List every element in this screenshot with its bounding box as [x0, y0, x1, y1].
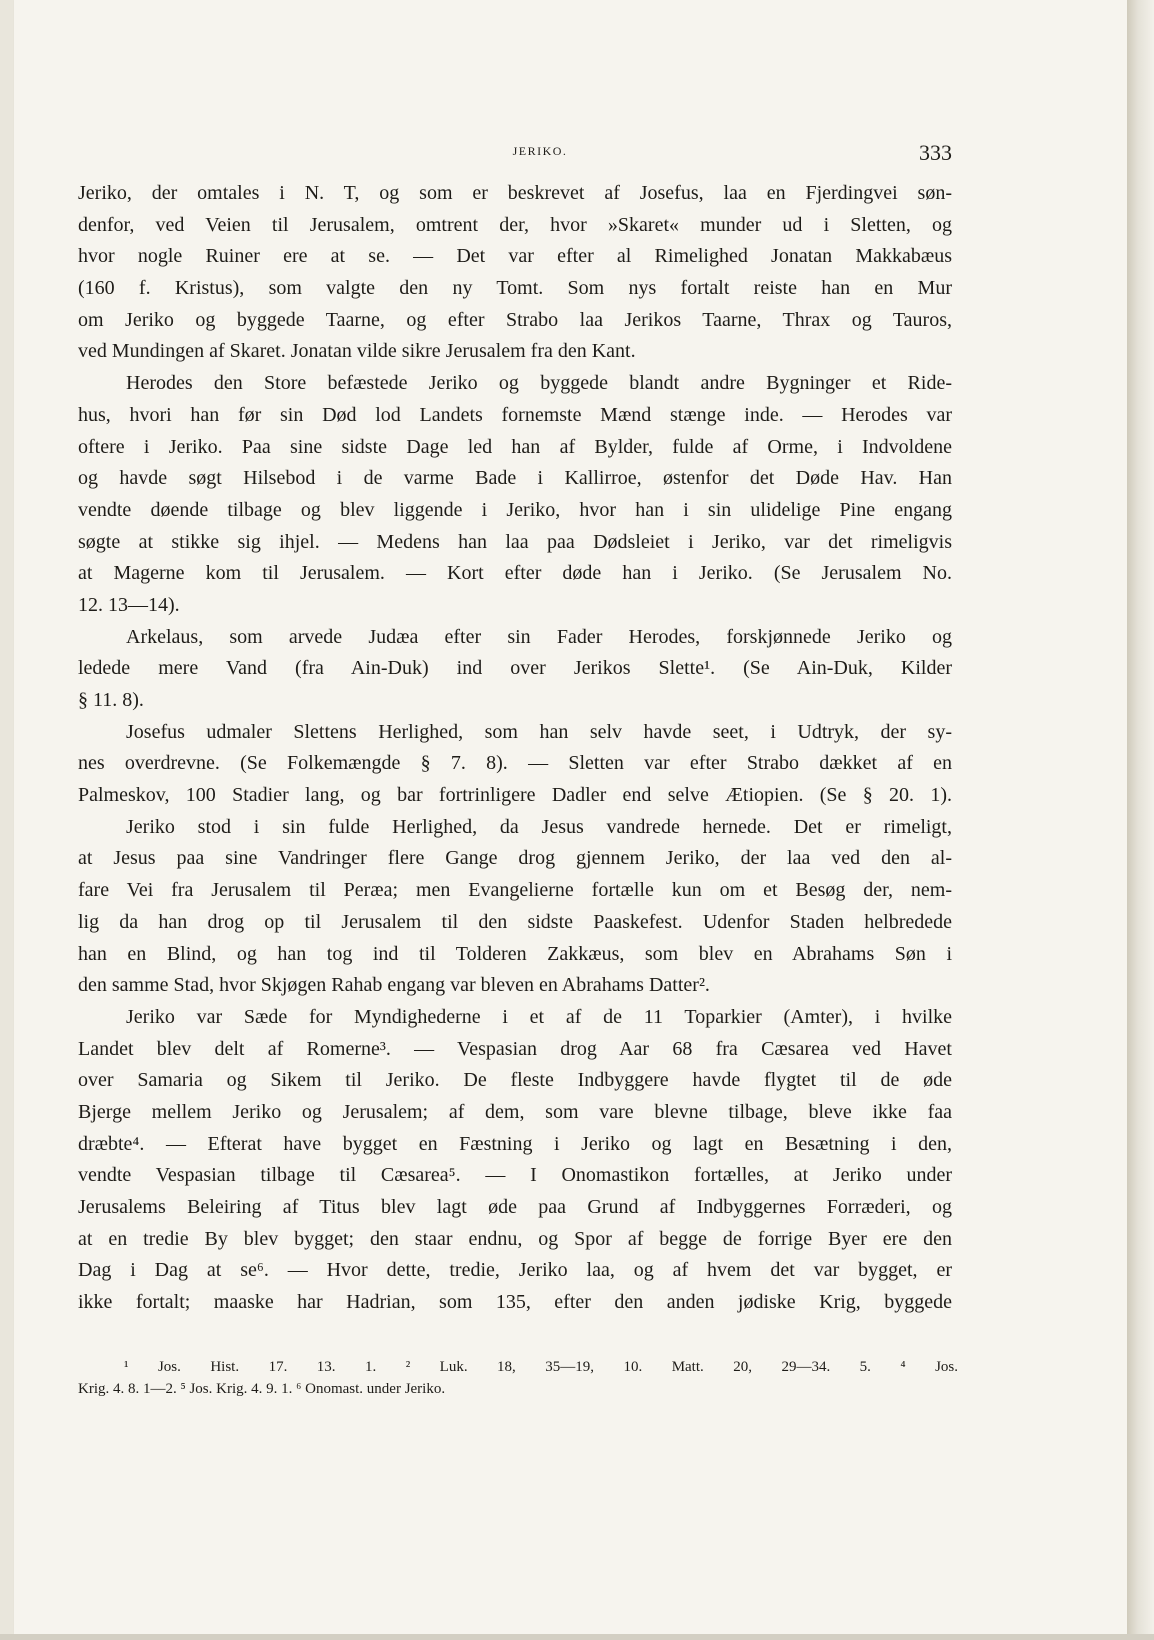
text-line: at Jesus paa sine Vandringer flere Gange drog gjennem Jeriko, der laa ved den al- [78, 847, 952, 870]
text-line: han en Blind, og han tog ind til Tolderen Zakkæus, som blev en Abrahams Søn i [78, 942, 952, 965]
text-line: Landet blev delt af Romerne³. — Vespasian drog Aar 68 fra Cæsarea ved Havet [78, 1037, 952, 1060]
text-line: over Samaria og Sikem til Jeriko. De fleste Indbyggere havde flygtet til de øde [78, 1069, 952, 1092]
text-line: ved Mundingen af Skaret. Jonatan vilde sikre Jerusalem fra den Kant. [78, 340, 636, 363]
text-line: at Magerne kom til Jerusalem. — Kort efter døde han i Jeriko. (Se Jerusalem No. [78, 562, 952, 585]
text-line: Jeriko var Sæde for Myndighederne i et af de 11 Toparkier (Amter), i hvilke [126, 1005, 952, 1028]
footnote-line: Krig. 4. 8. 1—2. ⁵ Jos. Krig. 4. 9. 1. ⁶ Onomast. under Jeriko. [78, 1381, 446, 1397]
text-line: den samme Stad, hvor Skjøgen Rahab engang var bleven en Abrahams Datter². [78, 974, 710, 997]
text-line: ikke fortalt; maaske har Hadrian, som 135, efter den anden jødiske Krig, byggede [78, 1291, 952, 1314]
text-line: vendte Vespasian tilbage til Cæsarea⁵. — I Onomastikon fortælles, at Jeriko under [78, 1164, 952, 1187]
text-line: lig da han drog op til Jerusalem til den sidste Paaskefest. Udenfor Staden helbredede [78, 910, 952, 933]
text-line: om Jeriko og byggede Taarne, og efter Strabo laa Jerikos Taarne, Thrax og Tauros, [78, 308, 952, 331]
text-line: nes overdrevne. (Se Folkemængde § 7. 8). — Sletten var efter Strabo dækket af en [78, 752, 952, 775]
text-line: oftere i Jeriko. Paa sine sidste Dage led han af Bylder, fulde af Orme, i Indvoldene [78, 435, 952, 458]
text-line: Jerusalems Beleiring af Titus blev lagt øde paa Grund af Indbyggernes Forræderi, og [78, 1196, 952, 1218]
body-text [78, 178, 952, 1319]
text-line: Jeriko, der omtales i N. T, og som er beskrevet af Josefus, laa en Fjerdingvei søn- [78, 182, 952, 204]
text-line: Jeriko stod i sin fulde Herlighed, da Jesus vandrede hernede. Det er rimeligt, [126, 815, 952, 838]
text-line: og havde søgt Hilsebod i de varme Bade i Kallirroe, østenfor det Døde Hav. Han [78, 467, 952, 490]
text-line: vendte døende tilbage og blev liggende i Jeriko, hvor han i sin ulidelige Pine engang [78, 498, 952, 521]
text-line: Bjerge mellem Jeriko og Jerusalem; af dem, som vare blevne tilbage, bleve ikke faa [78, 1100, 952, 1123]
text-line: hvor nogle Ruiner ere at se. — Det var efter al Rimelighed Jonatan Makkabæus [78, 245, 952, 268]
running-title: JERIKO. [512, 144, 568, 158]
footnotes [78, 1356, 958, 1400]
page-number: 333 [919, 140, 952, 165]
text-line: Josefus udmaler Slettens Herlighed, som han selv havde seet, i Udtryk, der sy- [126, 720, 952, 743]
text-line: Herodes den Store befæstede Jeriko og byggede blandt andre Bygninger et Ride- [126, 372, 952, 395]
text-line: fare Vei fra Jerusalem til Peræa; men Evangelierne fortælle kun om et Besøg der, nem- [78, 879, 952, 902]
text-line: Palmeskov, 100 Stadier lang, og bar fortrinligere Dadler end selve Ætiopien. (Se § 20. 1). [78, 784, 952, 807]
text-line: hus, hvori han før sin Død lod Landets fornemste Mænd stænge inde. — Herodes var [78, 403, 952, 426]
text-line: ledede mere Vand (fra Ain-Duk) ind over Jerikos Slette¹. (Se Ain-Duk, Kilder [78, 657, 952, 680]
text-line: dræbte⁴. — Efterat have bygget en Fæstning i Jeriko og lagt en Besætning i den, [78, 1132, 952, 1155]
text-line: Arkelaus, som arvede Judæa efter sin Fader Herodes, forskjønnede Jeriko og [126, 625, 952, 648]
footnote-line: ¹ Jos. Hist. 17. 13. 1. ² Luk. 18, 35—19, 10. Matt. 20, 29—34. 5. ⁴ Jos. [124, 1359, 958, 1375]
text-line: søgte at stikke sig ihjel. — Medens han laa paa Dødsleiet i Jeriko, var det rimeligvis [78, 530, 952, 553]
text-line: denfor, ved Veien til Jerusalem, omtrent der, hvor »Skaret« munder ud i Sletten, og [78, 213, 952, 236]
book-edge-bottom [0, 1634, 1154, 1640]
text-line: (160 f. Kristus), som valgte den ny Tomt. Som nys fortalt reiste han en Mur [78, 277, 952, 300]
text-line: at en tredie By blev bygget; den staar endnu, og Spor af begge de forrige Byer ere den [78, 1227, 952, 1250]
text-line: § 11. 8). [78, 689, 144, 711]
text-line: Dag i Dag at se⁶. — Hvor dette, tredie, Jeriko laa, og af hvem det var bygget, er [78, 1259, 952, 1282]
book-edge [1127, 0, 1154, 1640]
text-line: 12. 13—14). [78, 593, 180, 616]
